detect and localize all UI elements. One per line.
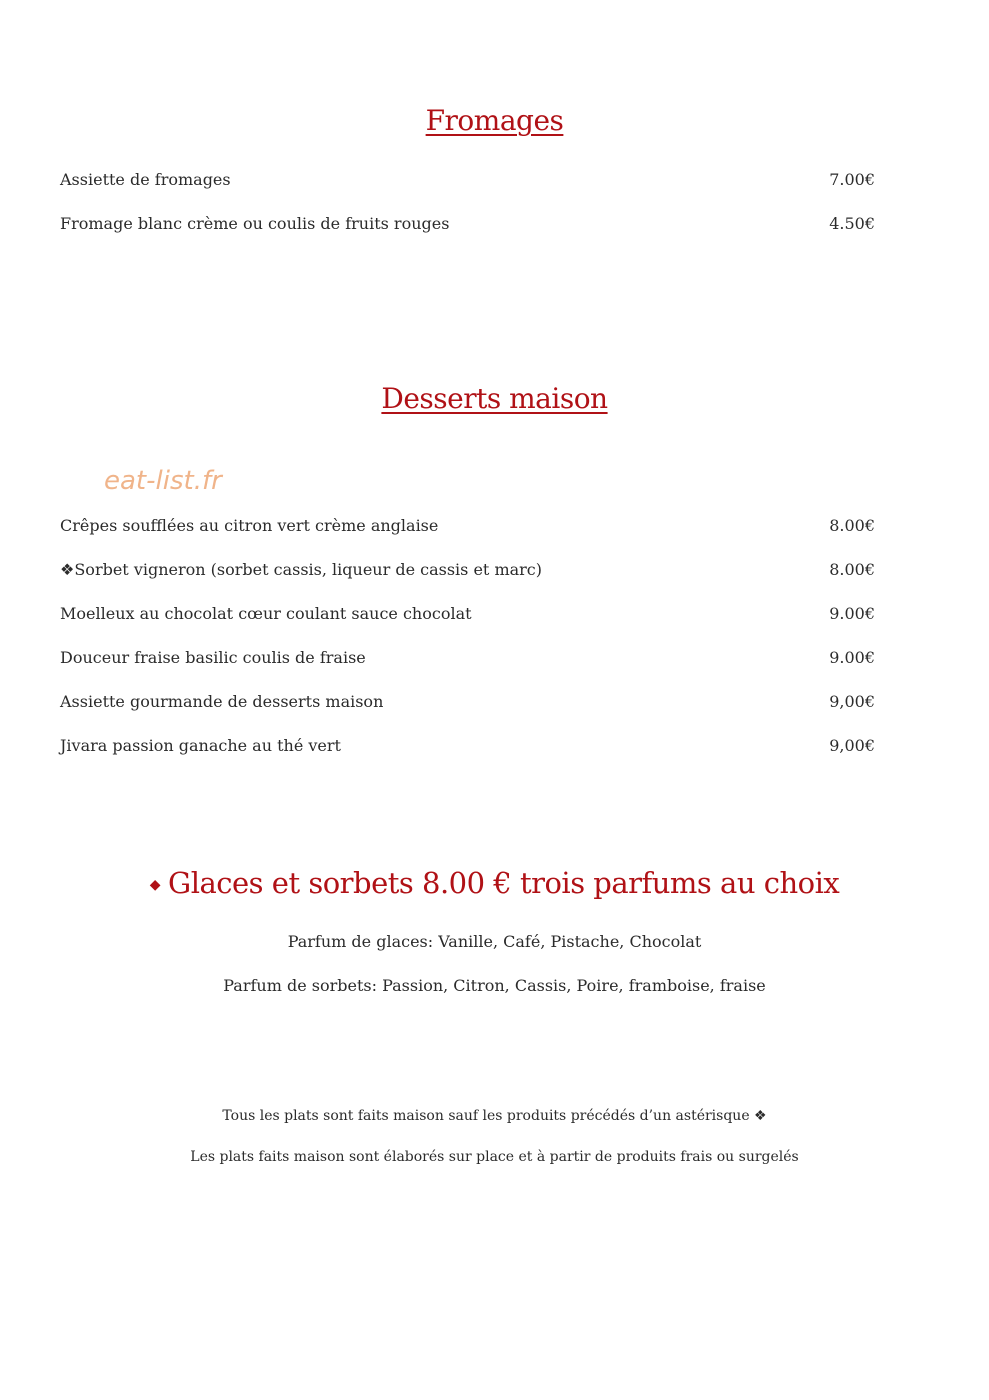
glaces-title-text: Glaces et sorbets 8.00 € trois parfums au choix xyxy=(168,866,840,900)
homemade-note: Tous les plats sont faits maison sauf les produits précédés d’un astérisque ❖ xyxy=(222,1108,767,1124)
menu-item-name: Moelleux au chocolat cœur coulant sauce chocolat xyxy=(60,604,472,623)
menu-item-price: 8.00€ xyxy=(829,516,875,535)
menu-item-price: 4.50€ xyxy=(829,214,875,233)
fromages-title: Fromages xyxy=(425,104,564,137)
watermark: eat-list.fr xyxy=(104,466,222,496)
menu-item xyxy=(60,514,875,538)
menu-item-price: 9.00€ xyxy=(829,648,875,667)
menu-item xyxy=(60,602,875,626)
preparation-note: Les plats faits maison sont élaborés sur place et à partir de produits frais ou surgelés xyxy=(190,1149,799,1165)
desserts-title: Desserts maison xyxy=(381,382,608,415)
menu-item-price: 7.00€ xyxy=(829,170,875,189)
menu-item xyxy=(60,212,875,236)
menu-item-price: 9.00€ xyxy=(829,604,875,623)
menu-item-name: Crêpes soufflées au citron vert crème anglaise xyxy=(60,516,439,535)
menu-item xyxy=(60,168,875,192)
menu-item-price: 8.00€ xyxy=(829,560,875,579)
menu-item xyxy=(60,646,875,670)
menu-item xyxy=(60,734,875,758)
menu-item-name: Assiette de fromages xyxy=(60,170,231,189)
menu-item-name: ❖Sorbet vigneron (sorbet cassis, liqueur de cassis et marc) xyxy=(60,560,543,579)
menu-item-price: 9,00€ xyxy=(829,692,875,711)
menu-item xyxy=(60,558,875,582)
menu-item-name: Fromage blanc crème ou coulis de fruits rouges xyxy=(60,214,450,233)
menu-item-name: Jivara passion ganache au thé vert xyxy=(60,736,341,755)
menu-item xyxy=(60,690,875,714)
sorbets-flavours: Parfum de sorbets: Passion, Citron, Cassis, Poire, framboise, fraise xyxy=(223,976,766,995)
menu-item-price: 9,00€ xyxy=(829,736,875,755)
glaces-flavours: Parfum de glaces: Vanille, Café, Pistache, Chocolat xyxy=(287,932,702,951)
menu-item-name: Douceur fraise basilic coulis de fraise xyxy=(60,648,366,667)
menu-item-name: Assiette gourmande de desserts maison xyxy=(60,692,384,711)
diamond-bullet-icon: ◆ xyxy=(149,877,161,893)
glaces-title xyxy=(0,866,989,900)
